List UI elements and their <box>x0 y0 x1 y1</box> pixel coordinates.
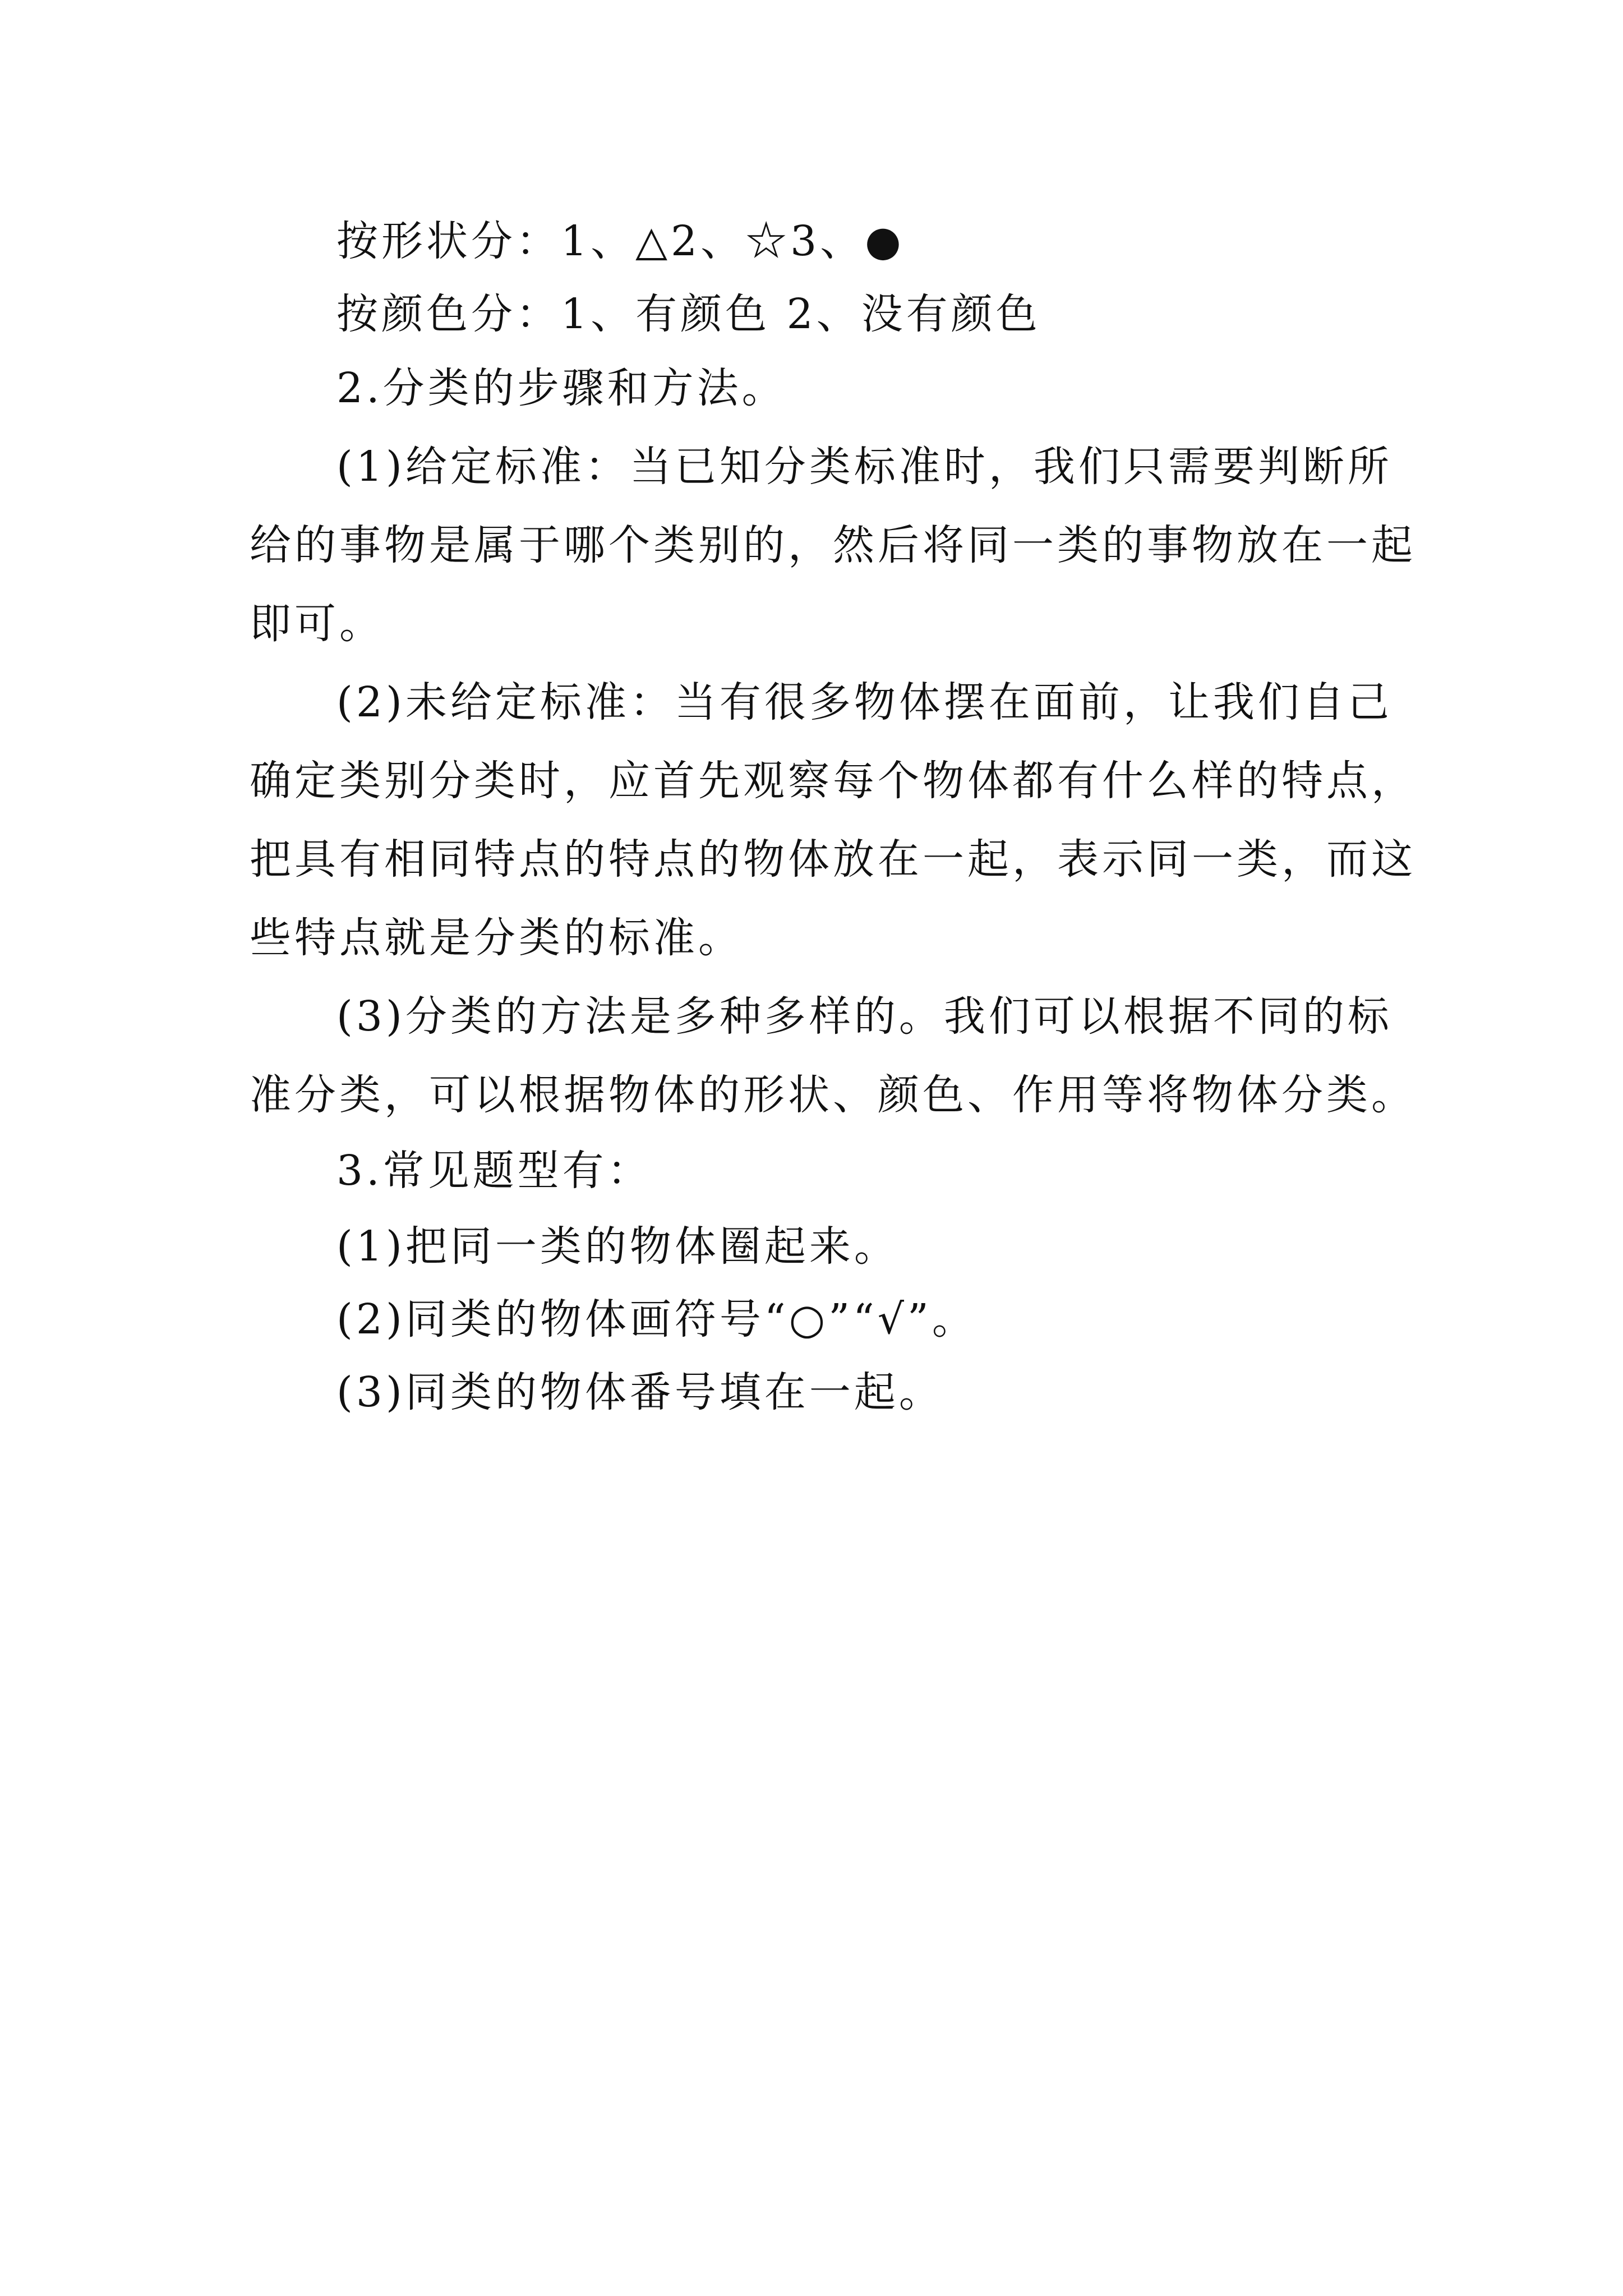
paragraph-1-line-3: 即可。 <box>250 600 384 648</box>
section-3-heading: 3.常见题型有： <box>336 1147 652 1195</box>
question-type-1: (1)把同一类的物体圈起来。 <box>336 1222 899 1271</box>
paragraph-2-line-2: 确定类别分类时，应首先观察每个物体都有什么样的特点， <box>250 757 1416 805</box>
paragraph-1-line-1: (1)给定标准：当已知分类标准时，我们只需要判断所 <box>336 443 1393 491</box>
color-classification-line: 按颜色分：1、有颜色 2、没有颜色 <box>336 290 1041 338</box>
paragraph-2-line-4: 些特点就是分类的标准。 <box>250 914 743 962</box>
paragraph-2-line-1: (2)未给定标准：当有很多物体摆在面前，让我们自己 <box>336 678 1393 726</box>
paragraph-1-line-2: 给的事物是属于哪个类别的，然后将同一类的事物放在一起 <box>250 521 1416 569</box>
shape-classification-line: 按形状分：1、△2、☆3、● <box>336 217 905 265</box>
paragraph-3-line-1: (3)分类的方法是多种多样的。我们可以根据不同的标 <box>336 992 1393 1041</box>
section-2-heading: 2.分类的步骤和方法。 <box>336 364 787 412</box>
paragraph-2-line-3: 把具有相同特点的特点的物体放在一起，表示同一类，而这 <box>250 835 1416 884</box>
question-type-3: (3)同类的物体番号填在一起。 <box>336 1368 944 1416</box>
paragraph-3-line-2: 准分类，可以根据物体的形状、颜色、作用等将物体分类。 <box>250 1071 1416 1119</box>
question-type-2: (2)同类的物体画符号“○”“√”。 <box>336 1295 977 1343</box>
